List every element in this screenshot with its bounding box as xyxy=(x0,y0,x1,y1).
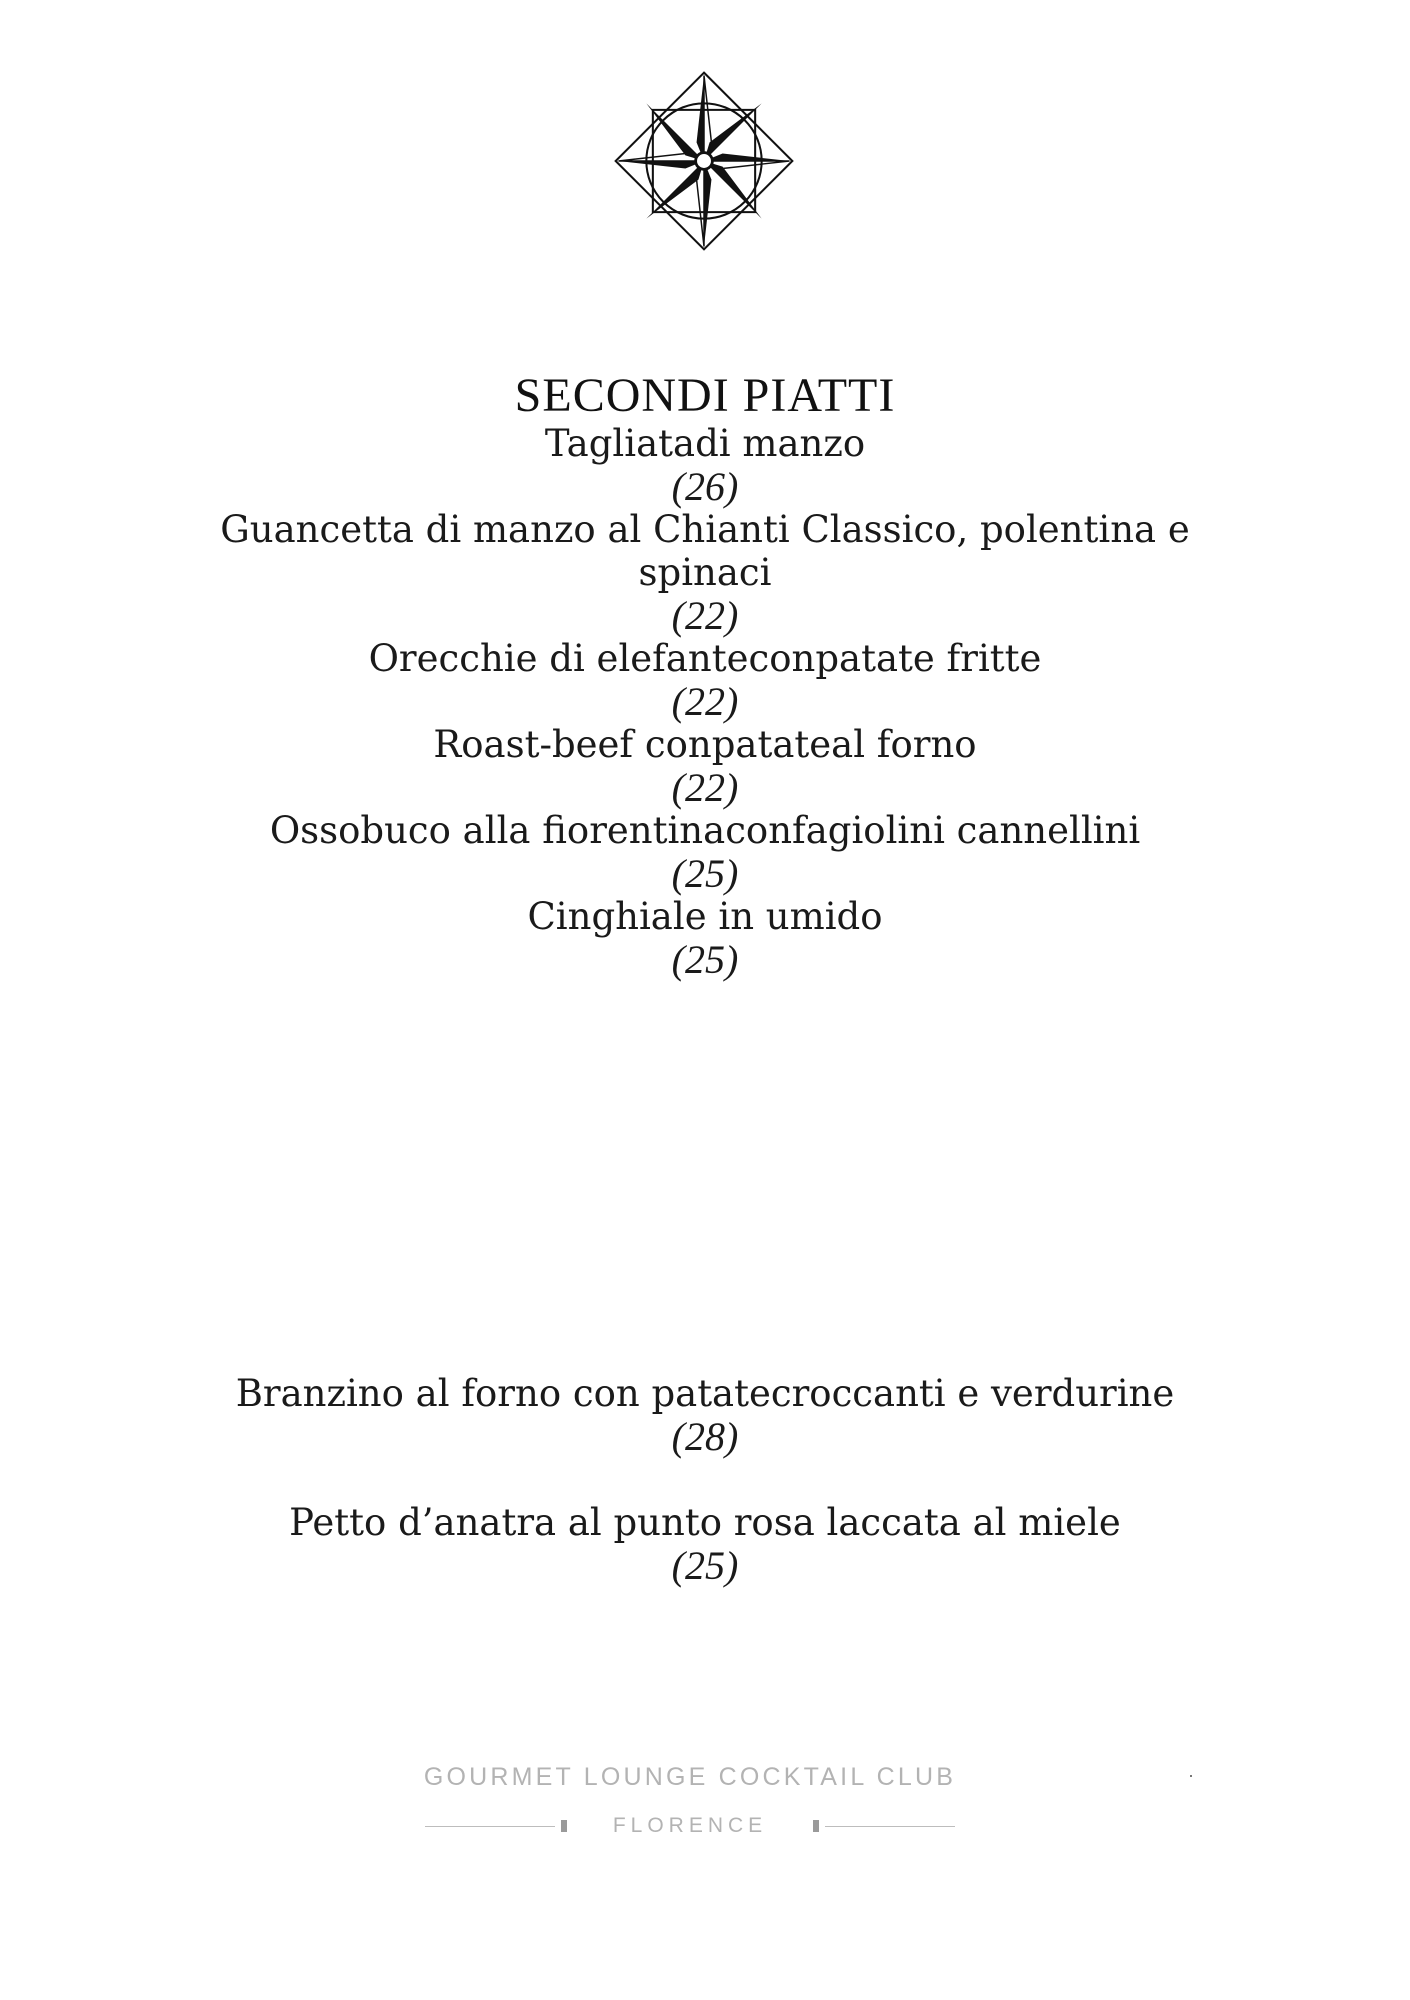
footer-city: FLORENCE xyxy=(612,1814,768,1837)
dish-name: Petto d’anatra al punto rosa laccata al miele xyxy=(289,1501,1121,1544)
stray-dot xyxy=(1190,1775,1192,1777)
dish-price: (28) xyxy=(671,1414,739,1459)
dish-price: (22) xyxy=(671,765,739,810)
footer-brand-name: GOURMET LOUNGE COCKTAIL CLUB xyxy=(423,1763,957,1791)
dish-name: Ossobuco alla fiorentinaconfagiolini cannellini xyxy=(269,809,1141,852)
footer-marker-right xyxy=(813,1820,819,1832)
dish-price: (22) xyxy=(671,593,739,638)
footer-divider-right xyxy=(825,1826,955,1827)
menu-item xyxy=(180,508,1230,637)
footer-brand xyxy=(420,1762,960,1838)
menu-list-main xyxy=(180,422,1230,981)
dish-price: (22) xyxy=(671,679,739,724)
dish-name: Orecchie di elefanteconpatate fritte xyxy=(368,637,1042,680)
dish-price: (26) xyxy=(671,464,739,509)
dish-name: Tagliatadi manzo xyxy=(544,422,866,465)
dish-name: Branzino al forno con patatecroccanti e verdurine xyxy=(235,1372,1175,1415)
dish-price: (25) xyxy=(671,1543,739,1588)
menu-item xyxy=(180,422,1230,508)
dish-name: Roast-beef conpatateal forno xyxy=(433,723,977,766)
menu-list-extra xyxy=(180,1372,1230,1587)
menu-item xyxy=(180,895,1230,981)
dish-name: Guancetta di manzo al Chianti Classico, polentina e spinaci xyxy=(220,508,1190,594)
menu-item xyxy=(180,637,1230,723)
footer-marker-left xyxy=(561,1820,567,1832)
dish-name: Cinghiale in umido xyxy=(527,895,883,938)
menu-item xyxy=(180,1372,1230,1458)
dish-price: (25) xyxy=(671,851,739,896)
item-spacer xyxy=(180,1458,1230,1501)
footer-city-row xyxy=(420,1814,960,1838)
dish-price: (25) xyxy=(671,937,739,982)
section-title: SECONDI PIATTI xyxy=(514,369,896,422)
compass-rose-emblem-icon xyxy=(611,68,797,254)
menu-item xyxy=(180,1501,1230,1587)
footer-divider-left xyxy=(425,1826,555,1827)
menu-item xyxy=(180,723,1230,809)
menu-item xyxy=(180,809,1230,895)
